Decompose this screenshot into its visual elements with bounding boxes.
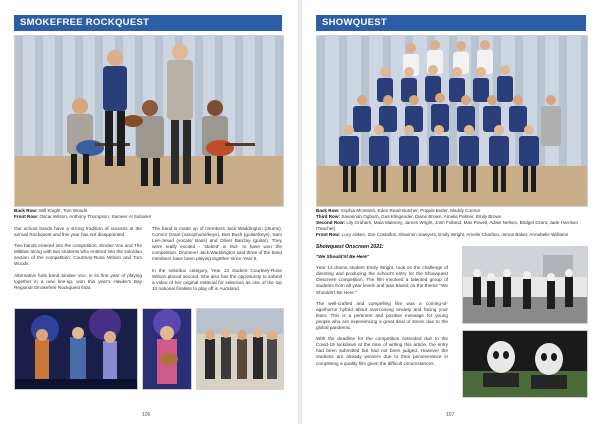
rockquest-photo-caption — [14, 208, 282, 220]
film-scene-photo-masks — [462, 330, 588, 398]
rockquest-paragraph: Alternative funk band Sindee Voo, in its first year of playing together in a new line-up, won this year's Hawke's Bay Regional Smokefree Rockquest final. — [14, 272, 142, 290]
caption-third-names: Savannah Ogburn, Gus Klingender, Diane Brown, Amelia Palmer, Emily Brown — [341, 214, 502, 219]
rockquest-paragraph: Two bands entered into the competition, Sindee Voo and The Milkbar along with two students who entered into the solo/duo section of the competition: Courtney-Rose Wilson and Tom Woods. — [14, 243, 142, 267]
showquest-article — [316, 244, 448, 372]
rockquest-article-col1 — [14, 226, 142, 296]
award-group-photo — [196, 308, 284, 390]
rockquest-article-col2 — [152, 226, 282, 297]
showquest-paragraph: The well-crafted and compelling film was a coming-of-age/horror hybrid about overcoming anxiety and facing your fears. This is a pertinent and positive message for young people who are experiencing a great deal of stress due to the global pandemic. — [316, 300, 448, 331]
rockquest-group-photo — [14, 35, 284, 207]
showquest-paragraph: Year 13 drama student Emily Wright, took on the challenge of directing and producing the school's entry for the Showquest Onscreen competition. The film involved a talented group of students from all year levels and was based on the theme "We Shouldn't Be Here." — [316, 265, 448, 295]
showquest-group-photo — [316, 35, 588, 207]
caption-back-names: Sophia McIntosh, Eden Read-Butcher, Poppie Butler, Maddy Connor — [340, 208, 481, 213]
caption-front-names: Oscar Wilson, Anthony Thompson, Sameer Al Saharier — [39, 214, 152, 219]
rockquest-paragraph: The band is made up of members Jack Waddington (drums), Connor Grant (saxophone/keys), Ben Bush (guitar/keys), Sam Lee-Jesud (vocals/ Bass) and Oliver Barclay (guitar). They were really excited - 'stoked' in fact- to have won the competition. Drummer Jack Waddington said three of the band members have been playing together since Year 9. — [152, 226, 282, 262]
caption-back-label: Back Row: — [316, 208, 340, 213]
caption-front-label: Front Row: — [316, 232, 341, 237]
page-title-showquest: SHOWQUEST — [316, 15, 586, 31]
article-heading: Showquest Onscreen 2021: — [316, 244, 384, 250]
film-scene-photo-outdoor — [462, 246, 588, 324]
solo-performer-photo — [142, 308, 192, 390]
page-number-right: 107 — [446, 412, 455, 418]
caption-front-names: Lucy Aitken, Zoe Costalfos, Shannon Sawyers, Emily Wright, Amelie Charlton, Jenna Baker, Annabelle Williams — [341, 232, 569, 237]
rockquest-paragraph: In the solo/duo category, Year 13 student Courtney-Rose Wilson placed second. She also has the opportunity to submit a video of her original material for selection as one of the top 10 national finalists to play off in Auckland. — [152, 267, 282, 291]
page-title-rockquest: SMOKEFREE ROCKQUEST — [14, 15, 282, 31]
caption-second-names: Lily Graham, Maia Maloney, James Wright, Josh Folland, Max Powell, Adam Nelson, Bridget Grant, Jade Harrison (Teacher) — [316, 220, 579, 231]
caption-front-label: Front Row: — [14, 214, 39, 219]
page-number-left: 106 — [142, 412, 151, 418]
caption-back-names: Will Knight, Tom Woods — [38, 208, 88, 213]
band-performance-photo — [14, 308, 138, 390]
showquest-photo-caption — [316, 208, 586, 238]
right-page — [302, 0, 600, 424]
rockquest-paragraph: Our school bands have a strong tradition of success at the annual Rockquest and this year has not disappointed. — [14, 226, 142, 238]
left-page — [0, 0, 298, 424]
caption-second-label: Second Row: — [316, 220, 346, 225]
caption-third-label: Third Row: — [316, 214, 340, 219]
article-quote: "We Should'nt Be Here" — [316, 254, 370, 260]
showquest-paragraph: With the deadline for the competition extended due to the Covid-19 lockdown at the time of writing this article, the entry had been submitted but had not been judged. However the students are already winners due to their perseverance in completing a quality film given the difficult circumstances. — [316, 336, 448, 366]
caption-back-label: Back Row: — [14, 208, 38, 213]
